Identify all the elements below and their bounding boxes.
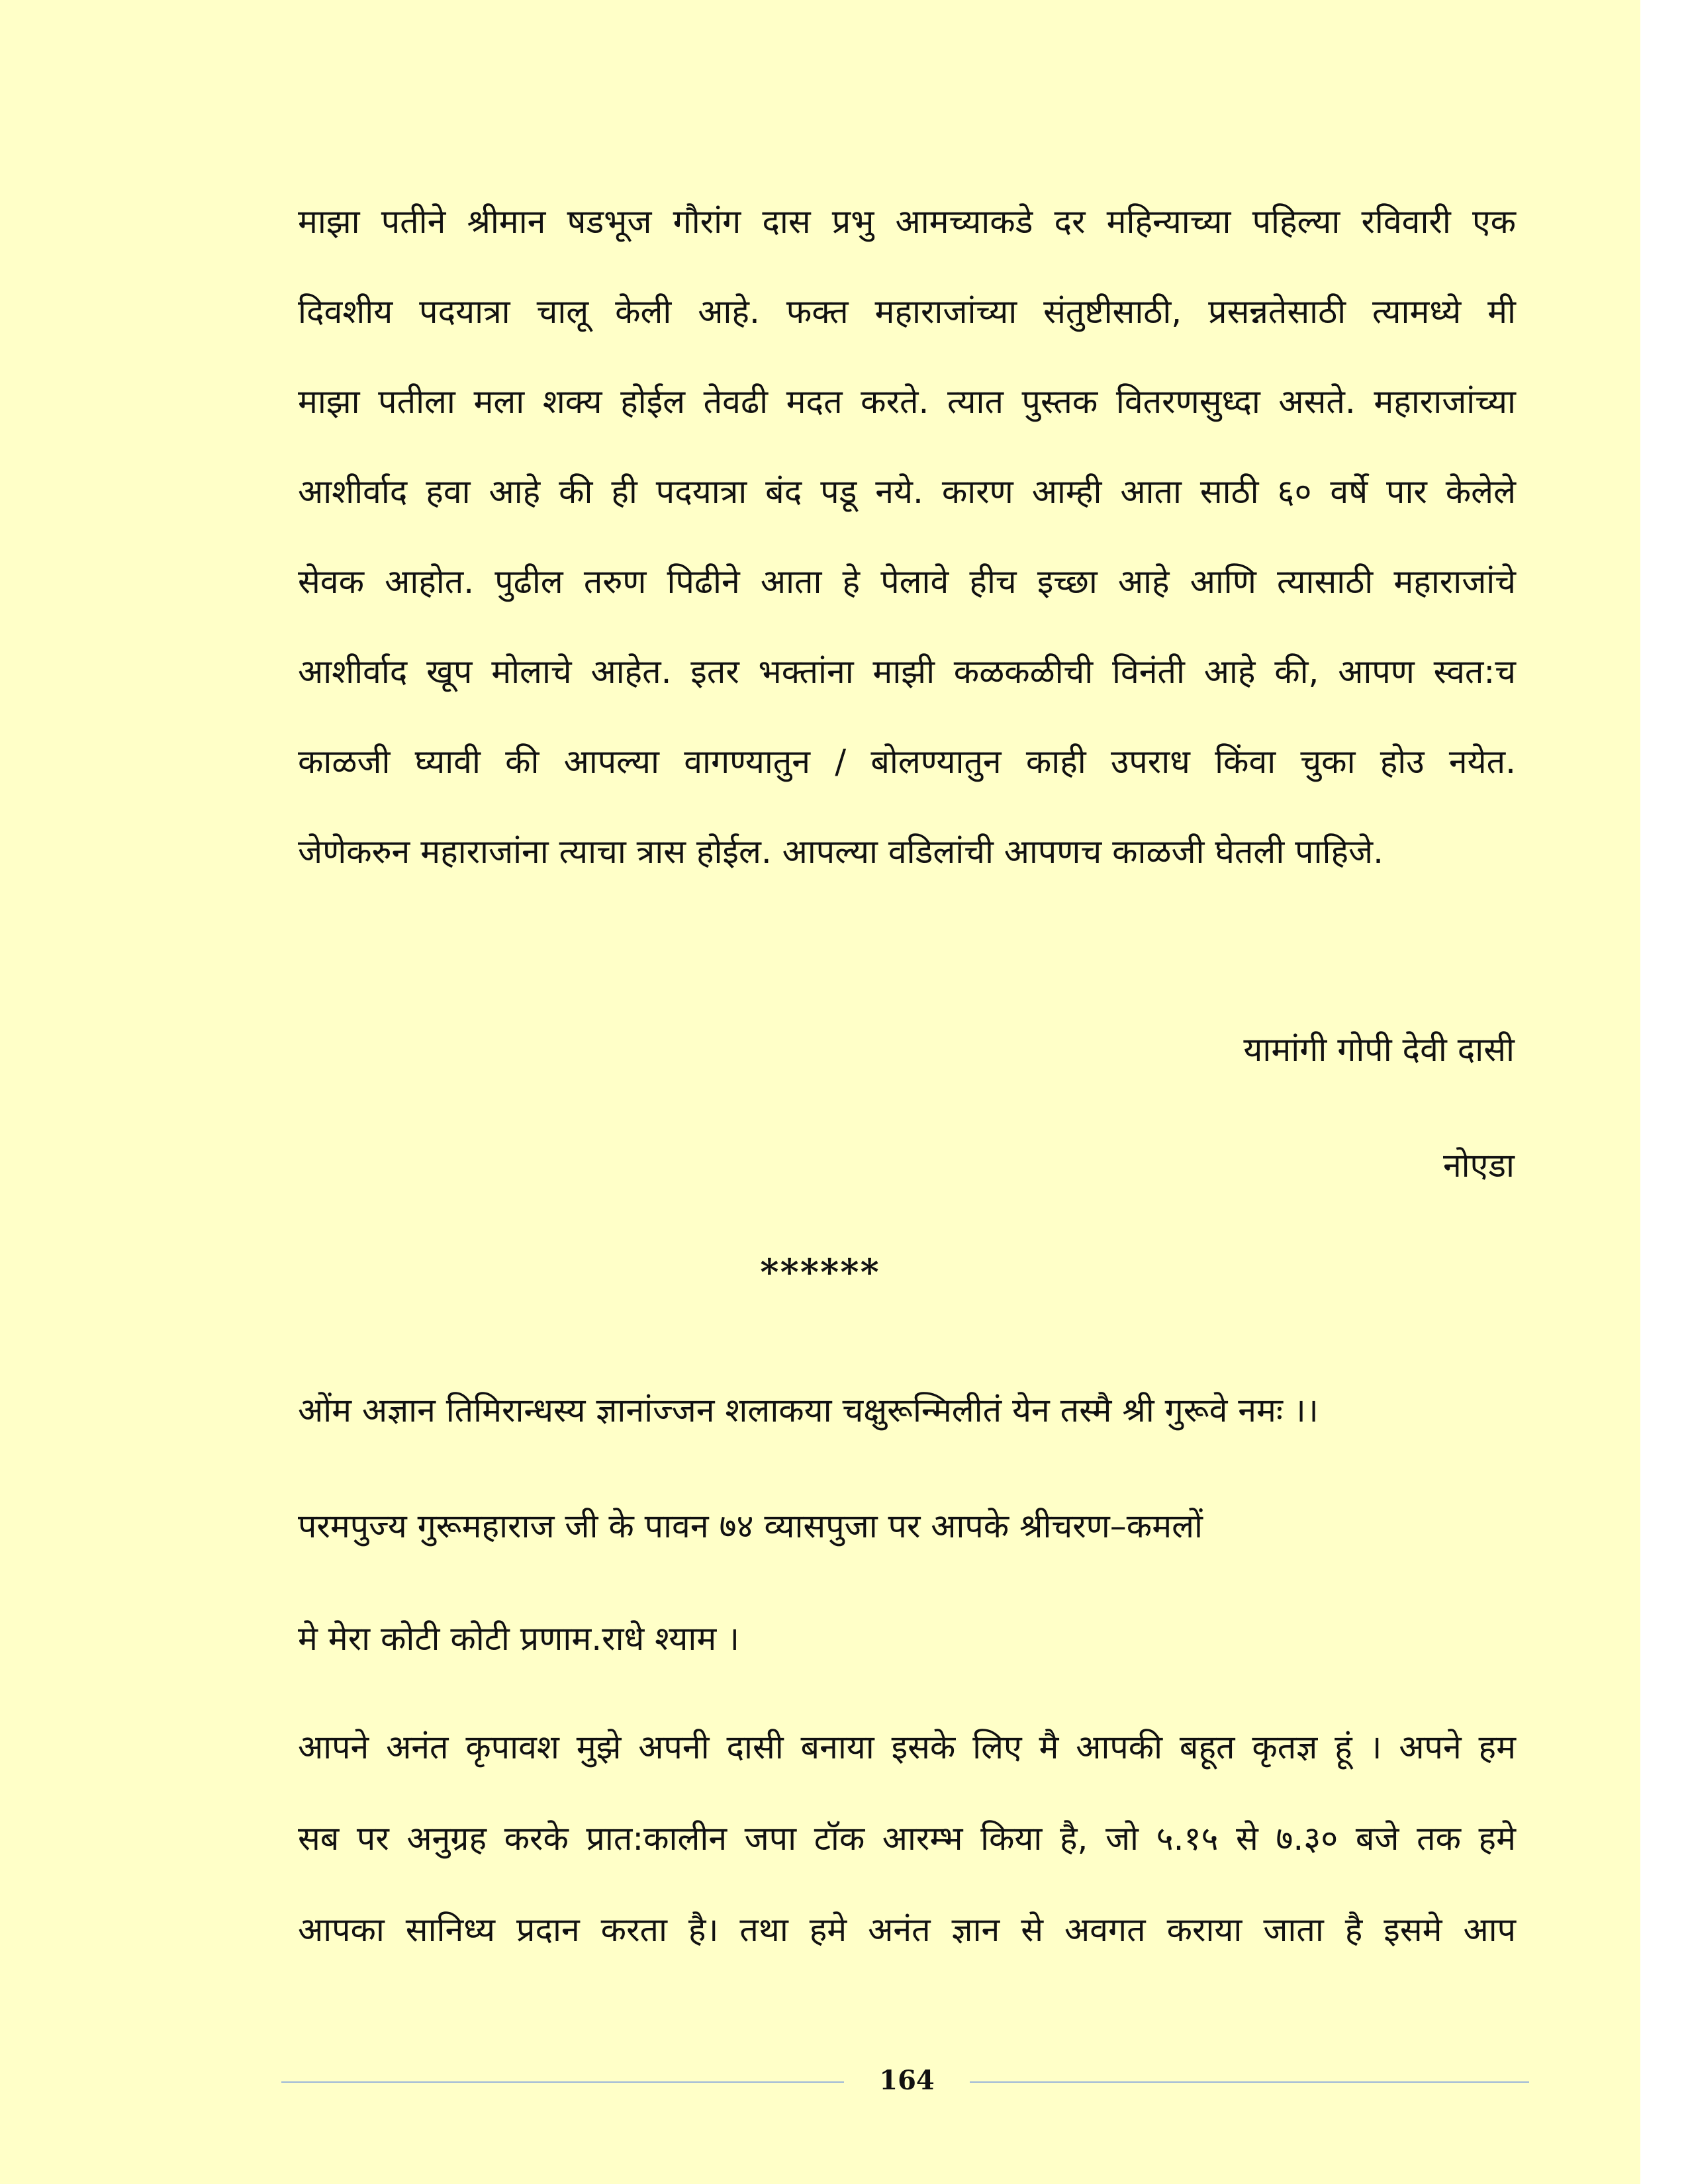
- hindi-greeting-line: परमपुज्य गुरूमहाराज जी के पावन ७४ व्यासपुजा पर आपके श्रीचरण–कमलों: [298, 1507, 1203, 1545]
- signature-city: नोएडा: [1442, 1146, 1515, 1185]
- paragraph-line: सेवक आहोत. पुढील तरुण पिढीने आता हे पेलावे हीच इच्छा आहे आणि त्यासाठी महाराजांचे: [298, 563, 1516, 601]
- paragraph-line: आपका सानिध्य प्रदान करता है। तथा हमे अनंत ज्ञान से अवगत कराया जाता है इसमे आप: [298, 1911, 1516, 1949]
- paragraph-line: दिवशीय पदयात्रा चालू केली आहे. फक्त महाराजांच्या संतुष्टीसाठी, प्रसन्नतेसाठी त्यामध्ये मी: [298, 293, 1516, 331]
- guru-mantra: ओंम अज्ञान तिमिरान्धस्य ज्ञानांज्जन शलाकया चक्षुरून्मिलीतं येन तस्मै श्री गुरूवे नमः ।।: [298, 1391, 1319, 1430]
- paragraph-line: काळजी घ्यावी की आपल्या वागण्यातुन / बोलण्यातुन काही उपराध किंवा चुका होउ नयेत.: [298, 743, 1516, 781]
- paragraph-line: आपने अनंत कृपावश मुझे अपनी दासी बनाया इसके लिए मै आपकी बहूत कृतज्ञ हूं । अपने हम: [298, 1728, 1516, 1766]
- footer-rule-right: [970, 2081, 1529, 2083]
- section-separator: ******: [760, 1251, 880, 1293]
- hindi-paragraph: [298, 1728, 1516, 2005]
- marathi-paragraph: [298, 205, 1516, 925]
- footer-rule-left: [281, 2081, 844, 2083]
- paragraph-line: जेणेकरुन महाराजांना त्याचा त्रास होईल. आपल्या वडिलांची आपणच काळजी घेतली पाहिजे.: [298, 833, 1384, 871]
- paragraph-line: आशीर्वाद खूप मोलाचे आहेत. इतर भक्तांना माझी कळकळीची विनंती आहे की, आपण स्वत:च: [298, 653, 1516, 691]
- paragraph-line: सब पर अनुग्रह करके प्रात:कालीन जपा टॉक आरम्भ किया है, जो ५.१५ से ७.३० बजे तक हमे: [298, 1819, 1516, 1858]
- page-number: 164: [879, 2065, 935, 2096]
- paragraph-line: आशीर्वाद हवा आहे की ही पदयात्रा बंद पडू नये. कारण आम्ही आता साठी ६० वर्षे पार केलेले: [298, 473, 1516, 511]
- signature-name: यामांगी गोपी देवी दासी: [1243, 1030, 1515, 1069]
- hindi-greeting-line: मे मेरा कोटी कोटी प्रणाम.राधे श्याम ।: [298, 1619, 740, 1658]
- paragraph-line: माझा पतीने श्रीमान षडभूज गौरांग दास प्रभु आमच्याकडे दर महिन्याच्या पहिल्या रविवारी एक: [298, 203, 1516, 241]
- paragraph-line: माझा पतीला मला शक्य होईल तेवढी मदत करते. त्यात पुस्तक वितरणसुध्दा असते. महाराजांच्या: [298, 383, 1516, 421]
